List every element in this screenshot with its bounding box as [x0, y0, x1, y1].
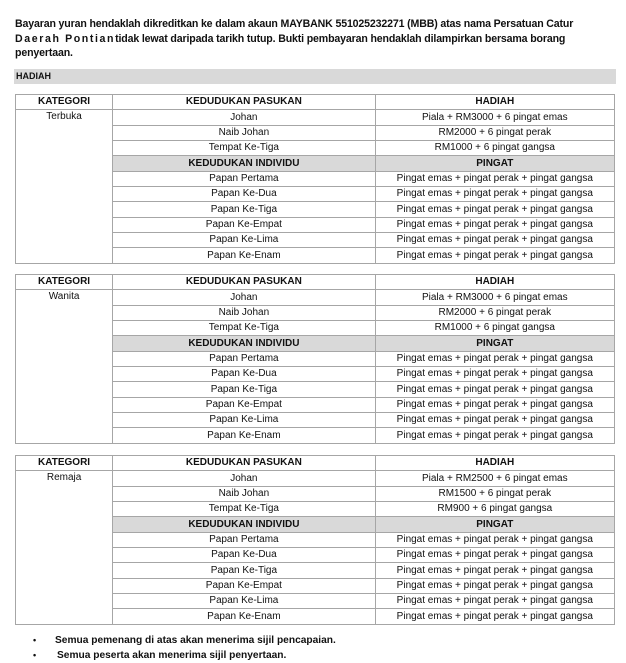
- individual-position: Papan Pertama: [113, 171, 375, 186]
- header-pingat: PINGAT: [375, 336, 614, 351]
- individual-position: Papan Ke-Dua: [113, 187, 375, 202]
- category-cell: Remaja: [16, 471, 113, 624]
- individual-position: Papan Ke-Dua: [113, 367, 375, 382]
- individual-position: Papan Ke-Enam: [113, 609, 375, 624]
- team-prize: RM1000 + 6 pingat gangsa: [375, 141, 614, 156]
- section-title-hadiah: HADIAH: [14, 69, 616, 84]
- header-kedudukan-pasukan: KEDUDUKAN PASUKAN: [113, 456, 375, 471]
- individual-position: Papan Ke-Enam: [113, 428, 375, 443]
- individual-medal: Pingat emas + pingat perak + pingat gangsa: [375, 187, 614, 202]
- team-prize: Piala + RM3000 + 6 pingat emas: [375, 290, 614, 305]
- table-row: [16, 110, 615, 125]
- individual-medal: Pingat emas + pingat perak + pingat gangsa: [375, 594, 614, 609]
- team-prize: Piala + RM2500 + 6 pingat emas: [375, 471, 614, 486]
- category-cell: Terbuka: [16, 110, 113, 263]
- table-header-row: [16, 456, 615, 471]
- individual-position: Papan Ke-Empat: [113, 397, 375, 412]
- individual-medal: Pingat emas + pingat perak + pingat gangsa: [375, 578, 614, 593]
- bullet-icon: •: [33, 635, 37, 645]
- individual-medal: Pingat emas + pingat perak + pingat gangsa: [375, 367, 614, 382]
- team-position: Johan: [113, 471, 375, 486]
- header-kedudukan-pasukan: KEDUDUKAN PASUKAN: [113, 275, 375, 290]
- note-text: Semua pemenang di atas akan menerima sijil pencapaian.: [55, 635, 336, 646]
- individual-position: Papan Ke-Empat: [113, 217, 375, 232]
- header-pingat: PINGAT: [375, 517, 614, 532]
- note-text: Semua peserta akan menerima sijil penyertaan.: [57, 650, 287, 661]
- individual-position: Papan Ke-Tiga: [113, 382, 375, 397]
- header-hadiah: HADIAH: [375, 275, 614, 290]
- bullet-icon: •: [33, 650, 37, 660]
- individual-medal: Pingat emas + pingat perak + pingat gangsa: [375, 397, 614, 412]
- payment-instructions: [15, 17, 615, 61]
- individual-medal: Pingat emas + pingat perak + pingat gangsa: [375, 609, 614, 624]
- table-header-row: [16, 95, 615, 110]
- team-prize: Piala + RM3000 + 6 pingat emas: [375, 110, 614, 125]
- team-position: Johan: [113, 290, 375, 305]
- individual-medal: Pingat emas + pingat perak + pingat gangsa: [375, 351, 614, 366]
- prize-table-terbuka: [15, 94, 615, 264]
- team-position: Tempat Ke-Tiga: [113, 502, 375, 517]
- individual-position: Papan Pertama: [113, 532, 375, 547]
- category-cell: Wanita: [16, 290, 113, 443]
- individual-position: Papan Ke-Tiga: [113, 563, 375, 578]
- individual-position: Papan Ke-Lima: [113, 233, 375, 248]
- individual-medal: Pingat emas + pingat perak + pingat gangsa: [375, 548, 614, 563]
- header-kedudukan-individu: KEDUDUKAN INDIVIDU: [113, 156, 375, 171]
- team-position: Naib Johan: [113, 486, 375, 501]
- team-prize: RM900 + 6 pingat gangsa: [375, 502, 614, 517]
- individual-position: Papan Pertama: [113, 351, 375, 366]
- individual-position: Papan Ke-Empat: [113, 578, 375, 593]
- prize-table-remaja: [15, 455, 615, 625]
- header-kedudukan-individu: KEDUDUKAN INDIVIDU: [113, 336, 375, 351]
- header-hadiah: HADIAH: [375, 456, 614, 471]
- individual-medal: Pingat emas + pingat perak + pingat gangsa: [375, 202, 614, 217]
- team-prize: RM1000 + 6 pingat gangsa: [375, 321, 614, 336]
- table-row: [16, 471, 615, 486]
- association-name: Daerah Pontian: [15, 32, 116, 45]
- header-kategori: KATEGORI: [16, 95, 113, 110]
- team-prize: RM1500 + 6 pingat perak: [375, 486, 614, 501]
- individual-medal: Pingat emas + pingat perak + pingat gangsa: [375, 217, 614, 232]
- individual-medal: Pingat emas + pingat perak + pingat gangsa: [375, 428, 614, 443]
- individual-medal: Pingat emas + pingat perak + pingat gangsa: [375, 413, 614, 428]
- header-hadiah: HADIAH: [375, 95, 614, 110]
- header-kategori: KATEGORI: [16, 275, 113, 290]
- team-position: Tempat Ke-Tiga: [113, 141, 375, 156]
- team-prize: RM2000 + 6 pingat perak: [375, 305, 614, 320]
- individual-medal: Pingat emas + pingat perak + pingat gangsa: [375, 171, 614, 186]
- table-row: [16, 290, 615, 305]
- individual-position: Papan Ke-Lima: [113, 413, 375, 428]
- team-position: Tempat Ke-Tiga: [113, 321, 375, 336]
- individual-medal: Pingat emas + pingat perak + pingat gangsa: [375, 233, 614, 248]
- team-prize: RM2000 + 6 pingat perak: [375, 125, 614, 140]
- payment-text-part2: tidak lewat daripada tarikh tutup. Bukti pembayaran hendaklah dilampirkan bersama borang penyertaan.: [15, 32, 566, 59]
- team-position: Naib Johan: [113, 125, 375, 140]
- prize-table-wanita: [15, 274, 615, 444]
- team-position: Naib Johan: [113, 305, 375, 320]
- header-kedudukan-pasukan: KEDUDUKAN PASUKAN: [113, 95, 375, 110]
- individual-position: Papan Ke-Tiga: [113, 202, 375, 217]
- individual-position: Papan Ke-Enam: [113, 248, 375, 263]
- header-kategori: KATEGORI: [16, 456, 113, 471]
- header-pingat: PINGAT: [375, 156, 614, 171]
- individual-medal: Pingat emas + pingat perak + pingat gangsa: [375, 532, 614, 547]
- payment-text-part1: Bayaran yuran hendaklah dikreditkan ke dalam akaun MAYBANK 551025232271 (MBB) atas nama Persatuan Catur: [15, 18, 574, 30]
- individual-medal: Pingat emas + pingat perak + pingat gangsa: [375, 563, 614, 578]
- individual-medal: Pingat emas + pingat perak + pingat gangsa: [375, 382, 614, 397]
- team-position: Johan: [113, 110, 375, 125]
- header-kedudukan-individu: KEDUDUKAN INDIVIDU: [113, 517, 375, 532]
- individual-position: Papan Ke-Lima: [113, 594, 375, 609]
- individual-medal: Pingat emas + pingat perak + pingat gangsa: [375, 248, 614, 263]
- table-header-row: [16, 275, 615, 290]
- individual-position: Papan Ke-Dua: [113, 548, 375, 563]
